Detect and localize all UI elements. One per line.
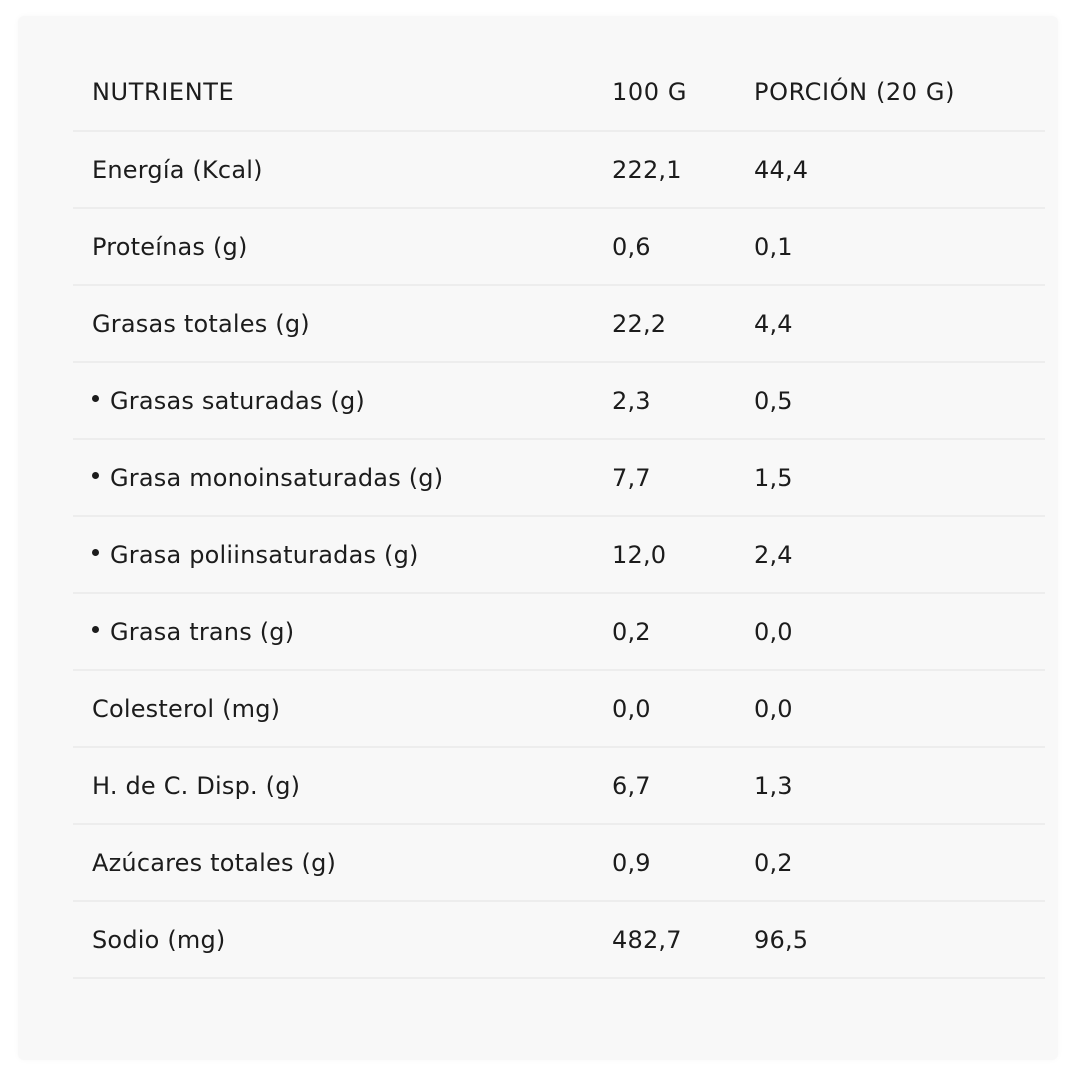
table-row — [73, 748, 1045, 825]
table-row — [73, 132, 1045, 209]
header-nutrient: NUTRIENTE — [92, 78, 235, 106]
value-100g: 6,7 — [612, 771, 651, 800]
table-row — [73, 517, 1045, 594]
table-row — [73, 594, 1045, 671]
value-100g: 0,9 — [612, 848, 651, 877]
table-row — [73, 671, 1045, 748]
nutrient-name: Sodio (mg) — [92, 925, 226, 954]
nutrient-name: Grasas totales (g) — [92, 309, 310, 338]
nutrition-table — [73, 54, 1045, 979]
table-row — [73, 286, 1045, 363]
nutrient-name: Azúcares totales (g) — [92, 848, 337, 877]
nutrient-name: H. de C. Disp. (g) — [92, 771, 301, 800]
value-portion: 0,0 — [754, 617, 793, 646]
nutrition-card — [18, 16, 1058, 1060]
nutrient-name: Colesterol (mg) — [92, 694, 281, 723]
value-portion: 0,0 — [754, 694, 793, 723]
header-100g: 100 G — [612, 78, 688, 106]
value-portion: 0,1 — [754, 232, 793, 261]
table-header-row — [73, 54, 1045, 132]
table-row — [73, 209, 1045, 286]
value-100g: 482,7 — [612, 925, 682, 954]
value-100g: 222,1 — [612, 155, 682, 184]
table-row — [73, 440, 1045, 517]
value-100g: 0,6 — [612, 232, 651, 261]
value-portion: 44,4 — [754, 155, 809, 184]
value-100g: 22,2 — [612, 309, 667, 338]
header-portion: PORCIÓN (20 G) — [754, 78, 956, 106]
value-100g: 2,3 — [612, 386, 651, 415]
value-portion: 0,5 — [754, 386, 793, 415]
value-portion: 1,5 — [754, 463, 793, 492]
value-portion: 4,4 — [754, 309, 793, 338]
value-portion: 96,5 — [754, 925, 809, 954]
nutrient-name: Grasas saturadas (g) — [92, 387, 365, 415]
value-portion: 0,2 — [754, 848, 793, 877]
nutrient-name: Grasa monoinsaturadas (g) — [92, 464, 443, 492]
nutrient-name: Proteínas (g) — [92, 232, 248, 261]
value-portion: 2,4 — [754, 540, 793, 569]
value-100g: 0,2 — [612, 617, 651, 646]
nutrient-name: Energía (Kcal) — [92, 155, 263, 184]
table-row — [73, 825, 1045, 902]
nutrient-name: Grasa poliinsaturadas (g) — [92, 541, 419, 569]
value-100g: 7,7 — [612, 463, 651, 492]
value-100g: 12,0 — [612, 540, 667, 569]
value-100g: 0,0 — [612, 694, 651, 723]
nutrient-name: Grasa trans (g) — [92, 618, 294, 646]
value-portion: 1,3 — [754, 771, 793, 800]
table-row — [73, 902, 1045, 979]
table-row — [73, 363, 1045, 440]
